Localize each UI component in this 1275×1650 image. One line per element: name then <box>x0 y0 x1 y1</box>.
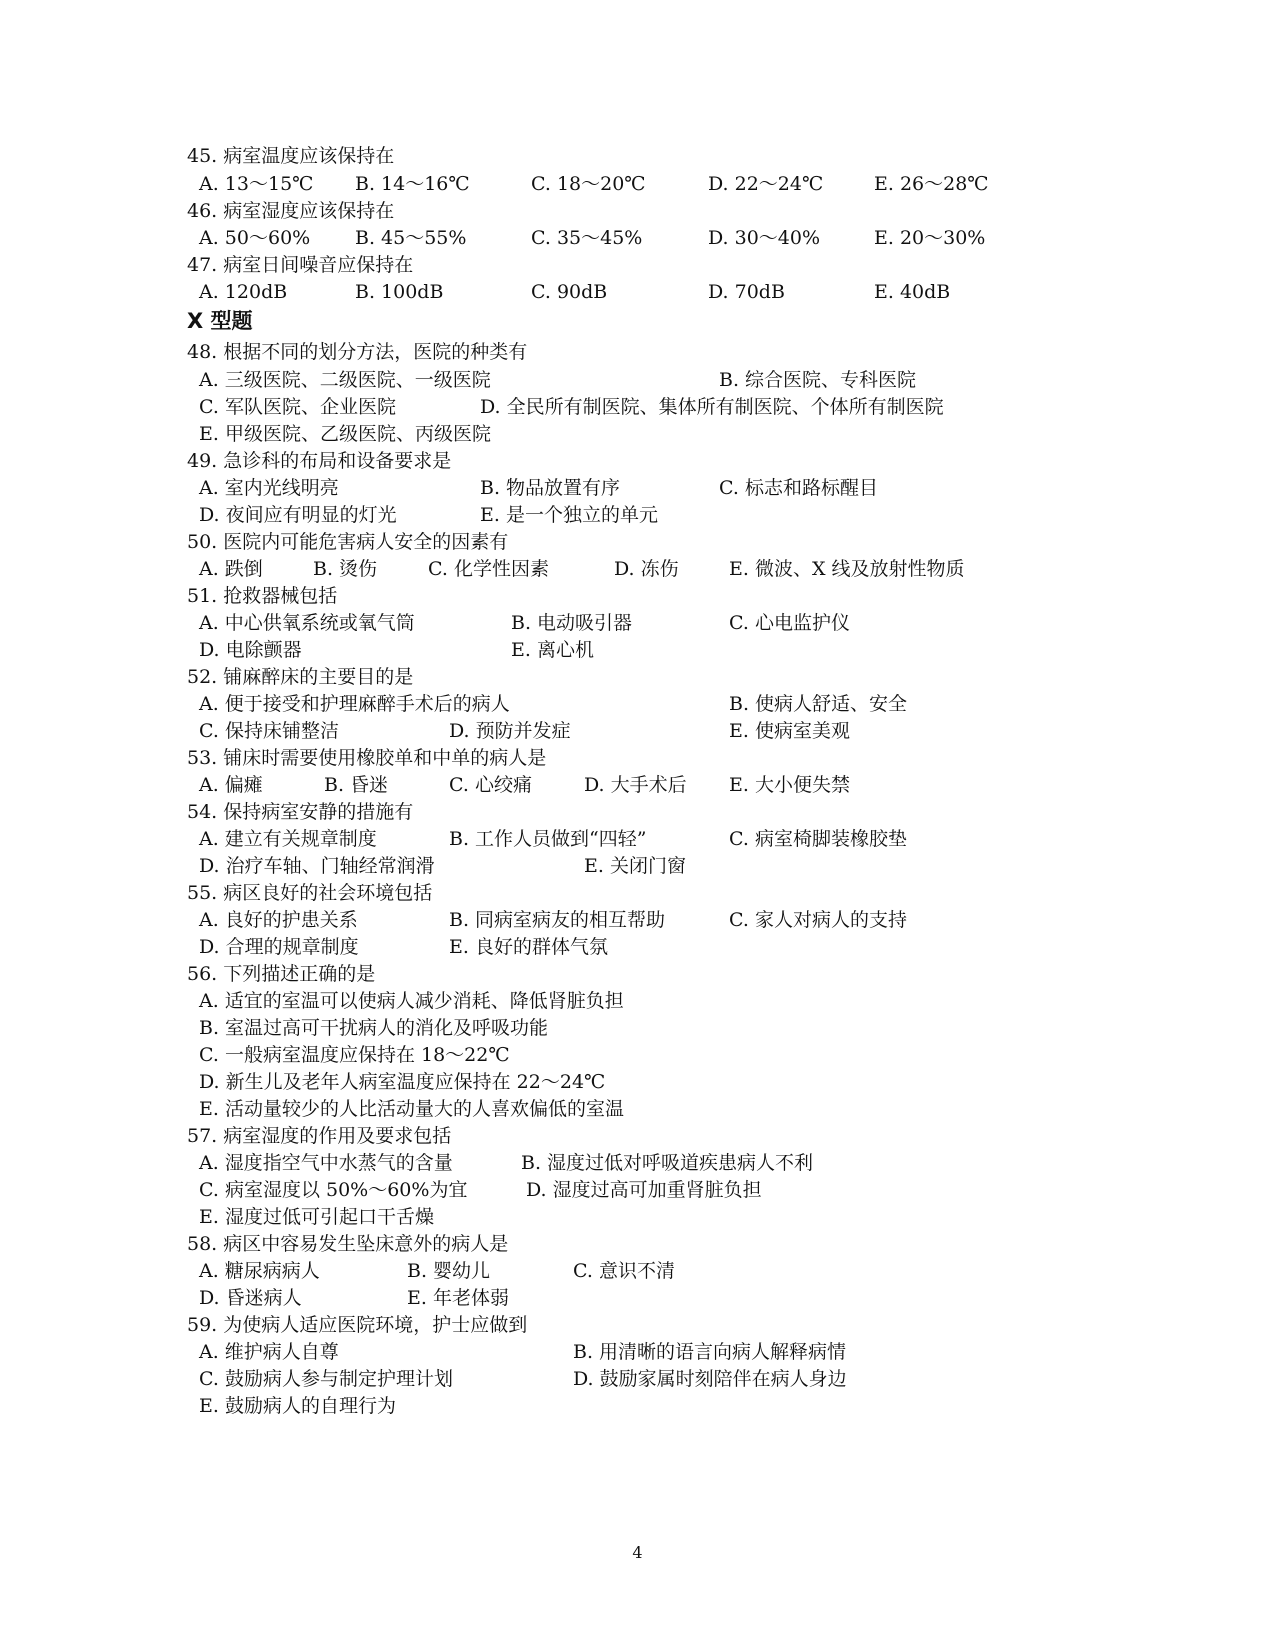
options-47 <box>0 278 1275 306</box>
option-a: A. 湿度指空气中水蒸气的含量 <box>199 1152 453 1174</box>
option-c: C. 心电监护仪 <box>729 612 850 634</box>
question-48 <box>0 338 1275 366</box>
question-56 <box>0 960 1275 988</box>
question-52 <box>0 663 1275 691</box>
option-d: D. 电除颤器 <box>199 639 302 661</box>
options-49-row1 <box>0 474 1275 502</box>
option-a: A. 中心供氧系统或氧气筒 <box>199 612 415 634</box>
option-a: A. 适宜的室温可以使病人减少消耗、降低肾脏负担 <box>199 990 624 1012</box>
option-d: D. 鼓励家属时刻陪伴在病人身边 <box>573 1368 847 1390</box>
options-53 <box>0 771 1275 799</box>
options-56-d <box>0 1068 1275 1096</box>
options-45 <box>0 170 1275 198</box>
option-a: A. 维护病人自尊 <box>199 1341 339 1363</box>
question-stem: 55. 病区良好的社会环境包括 <box>187 882 433 904</box>
option-c: C. 军队医院、企业医院 <box>199 396 396 418</box>
option-b: B. 烫伤 <box>313 558 378 580</box>
option-c: C. 心绞痛 <box>449 774 532 796</box>
options-59-row1 <box>0 1338 1275 1366</box>
option-c: C. 鼓励病人参与制定护理计划 <box>199 1368 453 1390</box>
options-50 <box>0 555 1275 583</box>
option-e: E. 甲级医院、乙级医院、丙级医院 <box>199 423 491 445</box>
option-c: C. 90dB <box>531 281 608 303</box>
question-stem: 49. 急诊科的布局和设备要求是 <box>187 450 452 472</box>
option-e: E. 良好的群体气氛 <box>449 936 608 958</box>
options-56-c <box>0 1041 1275 1069</box>
question-stem: 56. 下列描述正确的是 <box>187 963 376 985</box>
options-54-row2 <box>0 852 1275 880</box>
option-d: D. 治疗车轴、门轴经常润滑 <box>199 855 435 877</box>
option-b: B. 使病人舒适、安全 <box>729 693 908 715</box>
options-58-row2 <box>0 1284 1275 1312</box>
question-45 <box>0 142 1275 170</box>
question-46 <box>0 197 1275 225</box>
option-e: E. 20～30% <box>874 227 986 249</box>
option-a: A. 50～60% <box>199 227 311 249</box>
page-number: 4 <box>632 1543 643 1562</box>
option-d: D. 全民所有制医院、集体所有制医院、个体所有制医院 <box>480 396 944 418</box>
question-stem: 51. 抢救器械包括 <box>187 585 338 607</box>
options-51-row1 <box>0 609 1275 637</box>
options-58-row1 <box>0 1257 1275 1285</box>
option-b: B. 物品放置有序 <box>480 477 621 499</box>
option-a: A. 室内光线明亮 <box>199 477 339 499</box>
question-stem: 50. 医院内可能危害病人安全的因素有 <box>187 531 509 553</box>
option-c: C. 一般病室温度应保持在 18～22℃ <box>199 1044 510 1066</box>
option-b: B. 室温过高可干扰病人的消化及呼吸功能 <box>199 1017 549 1039</box>
option-d: D. 夜间应有明显的灯光 <box>199 504 397 526</box>
option-c: C. 保持床铺整洁 <box>199 720 339 742</box>
option-b: B. 同病室病友的相互帮助 <box>449 909 666 931</box>
options-48-row3 <box>0 420 1275 448</box>
question-stem: 59. 为使病人适应医院环境，护士应做到 <box>187 1314 528 1336</box>
option-c: C. 化学性因素 <box>428 558 549 580</box>
option-e: E. 40dB <box>874 281 951 303</box>
options-46 <box>0 224 1275 252</box>
option-d: D. 合理的规章制度 <box>199 936 359 958</box>
option-e: E. 是一个独立的单元 <box>480 504 658 526</box>
option-a: A. 便于接受和护理麻醉手术后的病人 <box>199 693 510 715</box>
option-d: D. 预防并发症 <box>449 720 571 742</box>
options-56-e <box>0 1095 1275 1123</box>
option-a: A. 糖尿病病人 <box>199 1260 320 1282</box>
options-48-row1 <box>0 366 1275 394</box>
question-stem: 48. 根据不同的划分方法，医院的种类有 <box>187 341 528 363</box>
option-e: E. 年老体弱 <box>407 1287 509 1309</box>
option-c: C. 35～45% <box>531 227 643 249</box>
question-stem: 57. 病室湿度的作用及要求包括 <box>187 1125 452 1147</box>
question-stem: 58. 病区中容易发生坠床意外的病人是 <box>187 1233 509 1255</box>
option-c: C. 家人对病人的支持 <box>729 909 907 931</box>
options-49-row2 <box>0 501 1275 529</box>
question-stem: 53. 铺床时需要使用橡胶单和中单的病人是 <box>187 747 547 769</box>
question-50 <box>0 528 1275 556</box>
option-b: B. 14～16℃ <box>355 173 470 195</box>
question-57 <box>0 1122 1275 1150</box>
option-b: B. 综合医院、专科医院 <box>719 369 917 391</box>
option-b: B. 婴幼儿 <box>407 1260 491 1282</box>
question-stem: 47. 病室日间噪音应保持在 <box>187 254 414 276</box>
question-53 <box>0 744 1275 772</box>
option-e: E. 湿度过低可引起口干舌燥 <box>199 1206 434 1228</box>
option-b: B. 用清晰的语言向病人解释病情 <box>573 1341 847 1363</box>
option-c: C. 18～20℃ <box>531 173 646 195</box>
option-b: B. 湿度过低对呼吸道疾患病人不利 <box>521 1152 814 1174</box>
option-d: D. 22～24℃ <box>708 173 824 195</box>
question-stem: 52. 铺麻醉床的主要目的是 <box>187 666 414 688</box>
option-c: C. 病室椅脚装橡胶垫 <box>729 828 907 850</box>
option-a: A. 建立有关规章制度 <box>199 828 377 850</box>
options-51-row2 <box>0 636 1275 664</box>
option-b: B. 100dB <box>355 281 444 303</box>
options-55-row1 <box>0 906 1275 934</box>
options-56-b <box>0 1014 1275 1042</box>
question-stem: 45. 病室温度应该保持在 <box>187 145 395 167</box>
question-49 <box>0 447 1275 475</box>
options-57-row3 <box>0 1203 1275 1231</box>
options-57-row1 <box>0 1149 1275 1177</box>
option-e: E. 微波、X 线及放射性物质 <box>729 558 965 580</box>
question-47 <box>0 251 1275 279</box>
options-59-row2 <box>0 1365 1275 1393</box>
option-b: B. 昏迷 <box>324 774 389 796</box>
option-e: E. 大小便失禁 <box>729 774 850 796</box>
question-51 <box>0 582 1275 610</box>
option-a: A. 跌倒 <box>199 558 263 580</box>
option-c: C. 意识不清 <box>573 1260 675 1282</box>
question-54 <box>0 798 1275 826</box>
option-d: D. 冻伤 <box>614 558 679 580</box>
question-stem: 54. 保持病室安静的措施有 <box>187 801 414 823</box>
option-e: E. 离心机 <box>511 639 594 661</box>
option-d: D. 湿度过高可加重肾脏负担 <box>526 1179 762 1201</box>
option-c: C. 病室湿度以 50%～60%为宜 <box>199 1179 468 1201</box>
option-d: D. 大手术后 <box>584 774 687 796</box>
option-b: B. 工作人员做到“四轻” <box>449 828 647 850</box>
option-e: E. 使病室美观 <box>729 720 850 742</box>
options-59-row3 <box>0 1392 1275 1420</box>
option-a: A. 三级医院、二级医院、一级医院 <box>199 369 491 391</box>
option-a: A. 良好的护患关系 <box>199 909 358 931</box>
section-heading: X 型题 <box>187 309 253 333</box>
options-52-row2 <box>0 717 1275 745</box>
options-57-row2 <box>0 1176 1275 1204</box>
options-54-row1 <box>0 825 1275 853</box>
options-52-row1 <box>0 690 1275 718</box>
option-e: E. 活动量较少的人比活动量大的人喜欢偏低的室温 <box>199 1098 624 1120</box>
option-d: D. 70dB <box>708 281 785 303</box>
question-55 <box>0 879 1275 907</box>
option-e: E. 关闭门窗 <box>584 855 686 877</box>
question-59 <box>0 1311 1275 1339</box>
options-55-row2 <box>0 933 1275 961</box>
option-e: E. 26～28℃ <box>874 173 989 195</box>
options-56-a <box>0 987 1275 1015</box>
options-48-row2 <box>0 393 1275 421</box>
option-a: A. 120dB <box>199 281 288 303</box>
option-b: B. 45～55% <box>355 227 467 249</box>
question-stem: 46. 病室湿度应该保持在 <box>187 200 395 222</box>
option-d: D. 30～40% <box>708 227 821 249</box>
option-d: D. 昏迷病人 <box>199 1287 302 1309</box>
option-e: E. 鼓励病人的自理行为 <box>199 1395 396 1417</box>
option-a: A. 13～15℃ <box>199 173 314 195</box>
option-c: C. 标志和路标醒目 <box>719 477 878 499</box>
option-b: B. 电动吸引器 <box>511 612 633 634</box>
option-a: A. 偏瘫 <box>199 774 263 796</box>
option-d: D. 新生儿及老年人病室温度应保持在 22～24℃ <box>199 1071 606 1093</box>
question-58 <box>0 1230 1275 1258</box>
